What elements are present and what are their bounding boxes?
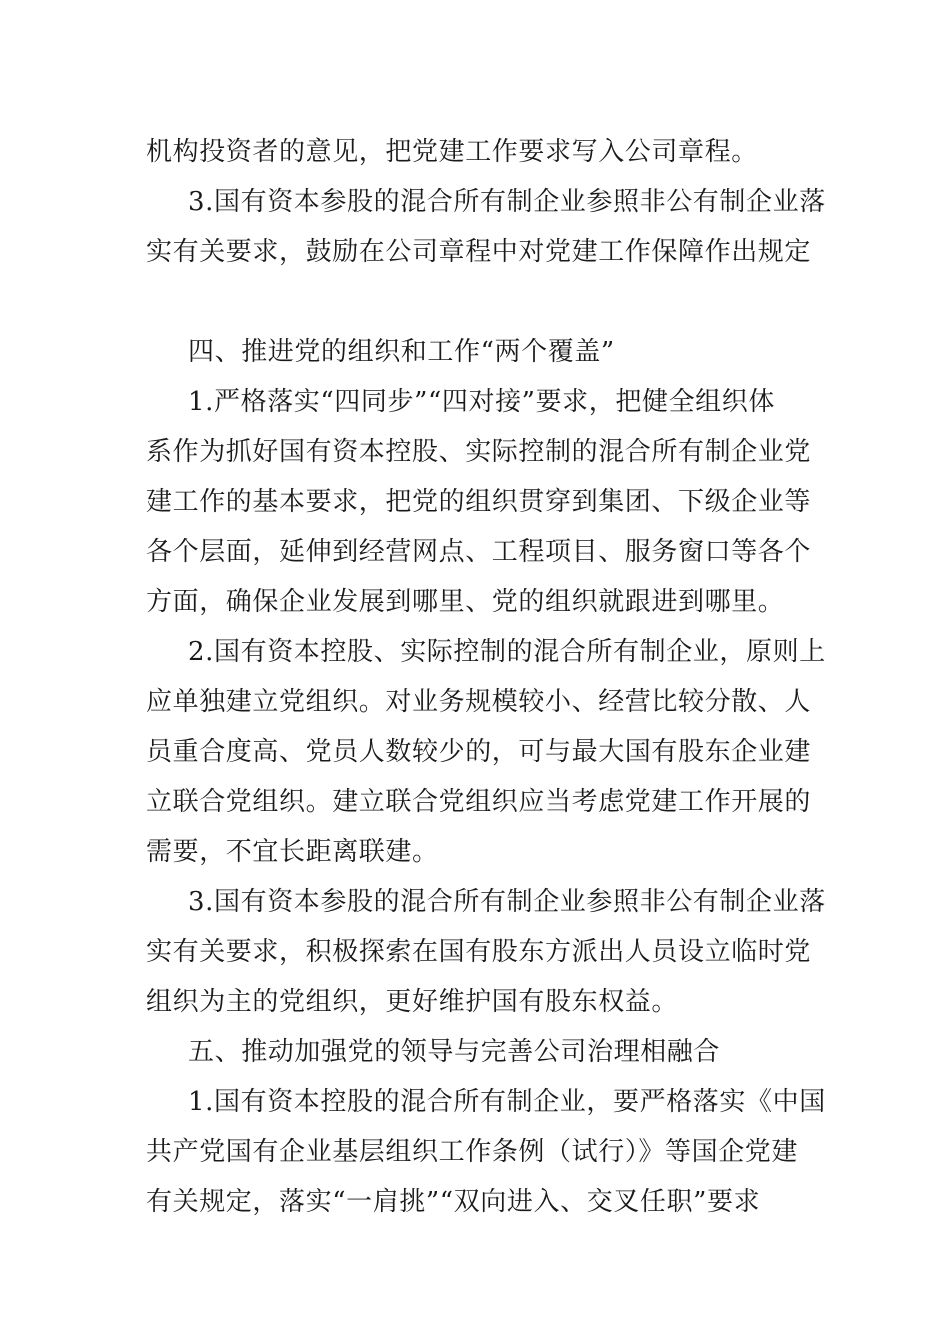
paragraph-line: 员重合度高、党员人数较少的，可与最大国有股东企业建: [146, 737, 812, 767]
paragraph-line: 1.国有资本控股的混合所有制企业，要严格落实《中国: [188, 1087, 826, 1117]
paragraph-line: 各个层面，延伸到经营网点、工程项目、服务窗口等各个: [146, 537, 812, 567]
paragraph-line: 2.国有资本控股、实际控制的混合所有制企业，原则上: [188, 637, 826, 667]
section-heading: 四、推进党的组织和工作“两个覆盖”: [188, 337, 615, 367]
paragraph-line: 共产党国有企业基层组织工作条例（试行）》等国企党建: [146, 1137, 799, 1167]
section-heading: 五、推动加强党的领导与完善公司治理相融合: [188, 1037, 721, 1067]
paragraph-line: 1.严格落实“四同步”“四对接”要求，把健全组织体: [188, 387, 775, 417]
paragraph-line: 实有关要求，鼓励在公司章程中对党建工作保障作出规定: [146, 237, 812, 267]
paragraph-line: 实有关要求，积极探索在国有股东方派出人员设立临时党: [146, 937, 812, 967]
paragraph-line: 系作为抓好国有资本控股、实际控制的混合所有制企业党: [146, 437, 812, 467]
paragraph-line: 立联合党组织。建立联合党组织应当考虑党建工作开展的: [146, 787, 812, 817]
paragraph-line: 机构投资者的意见，把党建工作要求写入公司章程。: [146, 137, 758, 167]
paragraph-line: 需要，不宜长距离联建。: [146, 837, 439, 867]
paragraph-line: 方面，确保企业发展到哪里、党的组织就跟进到哪里。: [146, 587, 785, 617]
paragraph-line: 3.国有资本参股的混合所有制企业参照非公有制企业落: [188, 887, 826, 917]
paragraph-line: 有关规定，落实“一肩挑”“双向进入、交叉任职”要求: [146, 1187, 761, 1217]
paragraph-line: 组织为主的党组织，更好维护国有股东权益。: [146, 987, 679, 1017]
paragraph-line: 3.国有资本参股的混合所有制企业参照非公有制企业落: [188, 187, 826, 217]
paragraph-line: 建工作的基本要求，把党的组织贯穿到集团、下级企业等: [146, 487, 812, 517]
paragraph-line: 应单独建立党组织。对业务规模较小、经营比较分散、人: [146, 687, 812, 717]
